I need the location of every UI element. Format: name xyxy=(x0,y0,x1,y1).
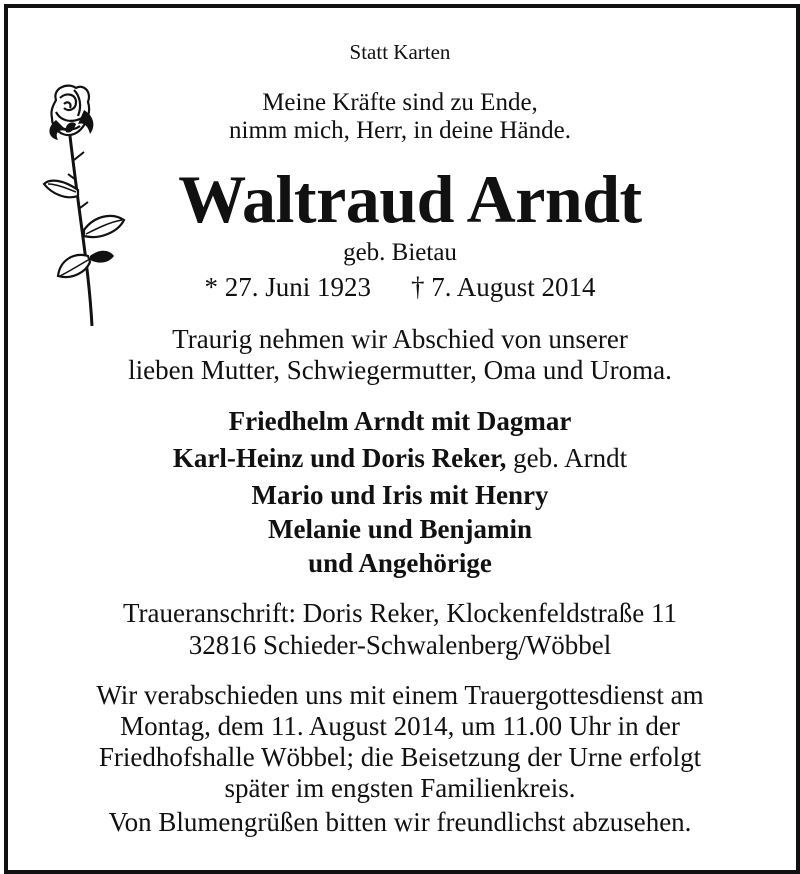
mourner-line-2-names: Karl-Heinz und Doris Reker, xyxy=(172,443,507,473)
address-line-1: Traueranschrift: Doris Reker, Klockenfeldstraße 11 xyxy=(122,598,677,628)
verse-line-1: Meine Kräfte sind zu Ende, xyxy=(262,89,538,116)
mourner-line-1: Friedhelm Arndt mit Dagmar xyxy=(228,406,572,436)
maiden-name: geb. Bietau xyxy=(343,239,457,266)
mourner-line-4: Melanie und Benjamin xyxy=(267,514,533,544)
service-line-1: Wir verabschieden uns mit einem Trauergottesdienst am xyxy=(96,680,704,710)
mourner-line-2-maiden: geb. Arndt xyxy=(506,443,628,473)
mourner-line-3: Mario und Iris mit Henry xyxy=(251,480,549,510)
birth-date: * 27. Juni 1923 xyxy=(204,272,371,302)
address-line-2: 32816 Schieder-Schwalenberg/Wöbbel xyxy=(188,630,612,660)
mourner-line-5: und Angehörige xyxy=(308,548,492,578)
grief-line-2: lieben Mutter, Schwiegermutter, Oma und Uroma. xyxy=(128,355,672,385)
verse-line-2: nimm mich, Herr, in deine Hände. xyxy=(229,117,571,144)
grief-line-1: Traurig nehmen wir Abschied von unserer xyxy=(172,324,628,354)
statt-karten-label: Statt Karten xyxy=(349,40,451,64)
service-line-4: später im engsten Familienkreis. xyxy=(224,773,576,803)
service-line-2: Montag, dem 11. August 2014, um 11.00 Uhr in der xyxy=(120,711,680,741)
deceased-name: Waltraud Arndt xyxy=(178,161,642,237)
mourner-line-2 xyxy=(0,443,800,473)
service-line-5: Von Blumengrüßen bitten wir freundlichst abzusehen. xyxy=(108,807,692,837)
death-date: † 7. August 2014 xyxy=(410,272,596,302)
life-dates xyxy=(0,272,800,302)
service-line-3: Friedhofshalle Wöbbel; die Beisetzung der Urne erfolgt xyxy=(98,742,702,772)
